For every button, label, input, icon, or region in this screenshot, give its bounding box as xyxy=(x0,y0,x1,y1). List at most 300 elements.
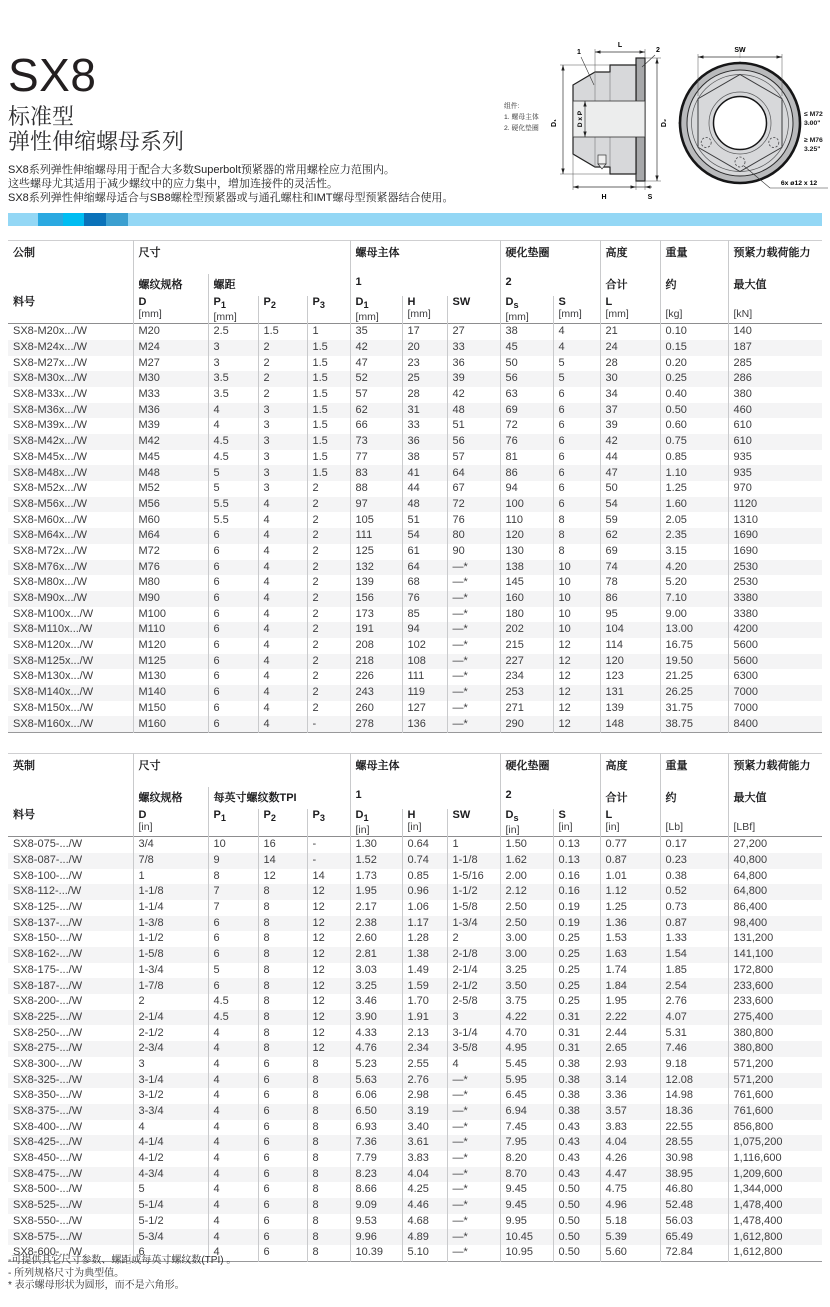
table-cell: 5.23 xyxy=(350,1057,402,1073)
table-cell: —* xyxy=(447,607,500,623)
table-cell: —* xyxy=(447,1151,500,1167)
table-cell: SX8-075-.../W xyxy=(13,838,83,851)
table-cell: SX8-187-.../W xyxy=(13,979,83,992)
group-nut-body: 螺母主体 xyxy=(350,754,500,788)
table-cell: 0.85 xyxy=(660,450,728,466)
table-cell: 45 xyxy=(500,340,553,356)
table-cell: —* xyxy=(447,591,500,607)
table-cell: 13.00 xyxy=(660,622,728,638)
table-cell: SX8-325-.../W xyxy=(13,1073,83,1086)
table-cell: SX8-M72x.../W xyxy=(13,544,87,557)
table-row xyxy=(8,481,822,497)
table-cell: 8 xyxy=(307,1135,350,1151)
table-cell: 3.61 xyxy=(402,1135,447,1151)
table-cell: 35 xyxy=(350,324,402,340)
table-cell: 1310 xyxy=(728,512,822,528)
table-cell: 156 xyxy=(350,591,402,607)
table-cell: 2.5 xyxy=(208,324,258,340)
table-cell: 6 xyxy=(553,418,600,434)
table-cell: 6 xyxy=(258,1135,307,1151)
table-cell: 2 xyxy=(307,654,350,670)
table-cell: 0.23 xyxy=(660,853,728,869)
table-cell: SX8-225-.../W xyxy=(13,1010,83,1023)
table-cell: —* xyxy=(447,1073,500,1089)
table-cell: M24 xyxy=(133,340,208,356)
table-cell: 5.95 xyxy=(500,1073,553,1089)
table-cell: 2 xyxy=(133,994,208,1010)
table-cell: 1,612,800 xyxy=(728,1245,822,1261)
table-cell: 2-1/8 xyxy=(447,947,500,963)
table-cell: 3-1/4 xyxy=(447,1025,500,1041)
table-cell: 6 xyxy=(553,450,600,466)
size-note-small-metric: ≤ M72 xyxy=(804,111,823,118)
table-cell: 62 xyxy=(350,403,402,419)
table-cell: 4.5 xyxy=(208,994,258,1010)
table-cell: SX8-137-.../W xyxy=(13,916,83,929)
table-cell: 86 xyxy=(600,591,660,607)
table-cell: 131,200 xyxy=(728,931,822,947)
table-cell: 6300 xyxy=(728,669,822,685)
table-cell: 1.73 xyxy=(350,869,402,885)
table-cell: 1.74 xyxy=(600,963,660,979)
table-cell: 0.25 xyxy=(553,978,600,994)
table-cell: 172,800 xyxy=(728,963,822,979)
table-cell: 1690 xyxy=(728,528,822,544)
table-cell: 64,800 xyxy=(728,884,822,900)
table-cell: 380 xyxy=(728,387,822,403)
col-P2: $P_2$ xyxy=(258,296,307,324)
table-cell: 8 xyxy=(258,900,307,916)
table-cell: 1 xyxy=(447,837,500,853)
table-cell: 0.25 xyxy=(553,994,600,1010)
table-cell: 0.50 xyxy=(553,1229,600,1245)
table-cell: SX8-400-.../W xyxy=(13,1120,83,1133)
table-row xyxy=(8,324,822,340)
product-description xyxy=(8,163,478,205)
table-cell: 7000 xyxy=(728,685,822,701)
table-cell: 2-1/2 xyxy=(447,978,500,994)
table-cell: 1.38 xyxy=(402,947,447,963)
table-cell: 6 xyxy=(258,1198,307,1214)
table-cell: 4 xyxy=(208,1073,258,1089)
table-cell: 3.25 xyxy=(350,978,402,994)
table-cell: 7 xyxy=(208,884,258,900)
table-subgroup-header-row xyxy=(8,787,822,809)
col-Ds: $D_s$ [mm] xyxy=(500,296,553,324)
footnotes xyxy=(8,1255,236,1293)
table-cell: 1-3/4 xyxy=(447,916,500,932)
table-cell: 3.00 xyxy=(500,947,553,963)
table-cell: 8.66 xyxy=(350,1182,402,1198)
table-cell: SX8-450-.../W xyxy=(13,1152,83,1165)
table-cell: 30 xyxy=(600,371,660,387)
table-cell: 56.03 xyxy=(660,1214,728,1230)
table-cell: SX8-M20x.../W xyxy=(13,325,87,338)
table-cell: 2-1/2 xyxy=(133,1025,208,1041)
table-cell: 4-1/2 xyxy=(133,1151,208,1167)
table-cell: 2 xyxy=(258,371,307,387)
table-cell: 6 xyxy=(208,978,258,994)
table-row xyxy=(8,1057,822,1073)
table-cell: 2.38 xyxy=(350,916,402,932)
table-cell: 69 xyxy=(500,403,553,419)
table-cell: 1.54 xyxy=(660,947,728,963)
table-cell: 37 xyxy=(600,403,660,419)
table-cell: 1-1/8 xyxy=(447,853,500,869)
table-cell: SX8-550-.../W xyxy=(13,1214,83,1227)
table-cell: 139 xyxy=(600,701,660,717)
table-row xyxy=(8,607,822,623)
table-row xyxy=(8,900,822,916)
table-row xyxy=(8,884,822,900)
table-cell: 3 xyxy=(258,403,307,419)
table-cell: 243 xyxy=(350,685,402,701)
table-cell: 86,400 xyxy=(728,900,822,916)
table-cell: 3 xyxy=(447,1010,500,1026)
table-cell: 7.79 xyxy=(350,1151,402,1167)
group-nut-body: 螺母主体 xyxy=(350,241,500,275)
table-cell: 3.25 xyxy=(500,963,553,979)
table-cell: —* xyxy=(447,1214,500,1230)
table-cell: 5 xyxy=(133,1182,208,1198)
table-cell: M48 xyxy=(133,465,208,481)
table-cell: 1-5/8 xyxy=(447,900,500,916)
col-S: S [in] xyxy=(553,809,600,837)
table-cell: 4.5 xyxy=(208,434,258,450)
table-cell: 68 xyxy=(402,575,447,591)
table-cell: 98,400 xyxy=(728,916,822,932)
table-cell: 48 xyxy=(402,497,447,513)
table-cell: 2 xyxy=(307,622,350,638)
table-cell: M33 xyxy=(133,387,208,403)
table-cell: 12 xyxy=(553,638,600,654)
table-cell: SX8-250-.../W xyxy=(13,1026,83,1039)
set-screw xyxy=(598,155,606,164)
table-cell: 0.43 xyxy=(553,1135,600,1151)
table-cell: 46.80 xyxy=(660,1182,728,1198)
table-cell: 56 xyxy=(500,371,553,387)
table-cell: 125 xyxy=(350,544,402,560)
table-cell: 12 xyxy=(307,994,350,1010)
table-cell: SX8-M30x.../W xyxy=(13,372,87,385)
table-cell: 2 xyxy=(307,560,350,576)
table-cell: M90 xyxy=(133,591,208,607)
table-cell: SX8-M110x.../W xyxy=(13,623,93,636)
table-cell: 3.36 xyxy=(600,1088,660,1104)
table-cell: 110 xyxy=(500,512,553,528)
table-cell: 2.44 xyxy=(600,1025,660,1041)
table-cell: 41 xyxy=(402,465,447,481)
table-cell: 1.59 xyxy=(402,978,447,994)
table-cell: 12 xyxy=(307,1025,350,1041)
table-cell: 1.36 xyxy=(600,916,660,932)
hole-note: 6x ø12 x 12 xyxy=(780,180,818,187)
table-cell: 253 xyxy=(500,685,553,701)
table-cell: 3.00 xyxy=(500,931,553,947)
table-cell: 0.50 xyxy=(553,1198,600,1214)
table-cell: 1-3/4 xyxy=(133,963,208,979)
table-cell: 4.07 xyxy=(660,1010,728,1026)
table-cell: 6 xyxy=(208,916,258,932)
table-cell: 2.22 xyxy=(600,1010,660,1026)
table-cell: 4.04 xyxy=(402,1167,447,1183)
table-cell: 1.95 xyxy=(350,884,402,900)
table-cell: 970 xyxy=(728,481,822,497)
table-cell: 2.98 xyxy=(402,1088,447,1104)
table-cell: M20 xyxy=(133,324,208,340)
table-cell: 2.12 xyxy=(500,884,553,900)
table-cell: 1.85 xyxy=(660,963,728,979)
table-cell: 2 xyxy=(307,512,350,528)
table-cell: 6 xyxy=(208,528,258,544)
table-cell: 0.38 xyxy=(660,869,728,885)
component-legend-item: 2. 硬化垫圈 xyxy=(504,125,539,132)
table-cell: 12 xyxy=(553,685,600,701)
table-cell: 12 xyxy=(307,978,350,994)
table-cell: 3.5 xyxy=(208,387,258,403)
dim-label-D1: D₁ xyxy=(551,119,558,127)
table-cell: 0.75 xyxy=(660,434,728,450)
table-group-header-row xyxy=(8,241,822,275)
table-cell: 1-1/4 xyxy=(133,900,208,916)
table-cell: 2 xyxy=(258,387,307,403)
table-row xyxy=(8,371,822,387)
table-cell: 3 xyxy=(258,481,307,497)
table-cell: 4.33 xyxy=(350,1025,402,1041)
table-cell: 5 xyxy=(208,465,258,481)
table-cell: 0.31 xyxy=(553,1025,600,1041)
table-cell: —* xyxy=(447,575,500,591)
table-cell: 4 xyxy=(133,1120,208,1136)
group-preload: 预紧力载荷能力 xyxy=(728,754,822,788)
table-cell: M36 xyxy=(133,403,208,419)
table-cell: 4.20 xyxy=(660,560,728,576)
table-cell: 4.75 xyxy=(600,1182,660,1198)
table-cell: 12 xyxy=(307,931,350,947)
table-row xyxy=(8,387,822,403)
table-cell: 78 xyxy=(600,575,660,591)
table-cell: 3 xyxy=(208,340,258,356)
table-cell: 3 xyxy=(208,356,258,372)
table-cell: 2 xyxy=(307,607,350,623)
component-legend-title: 组件: xyxy=(504,103,520,110)
table-cell: 44 xyxy=(402,481,447,497)
table-cell: 131 xyxy=(600,685,660,701)
table-cell: 0.16 xyxy=(553,884,600,900)
table-cell: 5600 xyxy=(728,638,822,654)
table-row xyxy=(8,931,822,947)
table-cell: 2.00 xyxy=(500,869,553,885)
table-cell: 12.08 xyxy=(660,1073,728,1089)
table-cell: 12 xyxy=(553,716,600,732)
table-cell: 10 xyxy=(553,622,600,638)
table-cell: 2-5/8 xyxy=(447,994,500,1010)
table-cell: 88 xyxy=(350,481,402,497)
table-cell: 5.5 xyxy=(208,497,258,513)
table-cell: 3-1/4 xyxy=(133,1073,208,1089)
table-cell: 2 xyxy=(307,481,350,497)
table-row xyxy=(8,1214,822,1230)
table-cell: 16.75 xyxy=(660,638,728,654)
table-cell: 4.76 xyxy=(350,1041,402,1057)
table-cell: 57 xyxy=(350,387,402,403)
table-cell: 7.36 xyxy=(350,1135,402,1151)
table-cell: 5.60 xyxy=(600,1245,660,1261)
table-cell: 1,478,400 xyxy=(728,1214,822,1230)
table-cell: 4-3/4 xyxy=(133,1167,208,1183)
table-cell: 0.85 xyxy=(402,869,447,885)
washer-number: 2 xyxy=(500,787,600,809)
table-cell: 1,344,000 xyxy=(728,1182,822,1198)
table-cell: 1-5/16 xyxy=(447,869,500,885)
table-cell: 4.5 xyxy=(208,450,258,466)
table-cell: 8 xyxy=(258,931,307,947)
table-cell: 6 xyxy=(208,607,258,623)
table-row xyxy=(8,434,822,450)
table-cell: 234 xyxy=(500,669,553,685)
table-row xyxy=(8,497,822,513)
table-cell: 6 xyxy=(208,701,258,717)
page-subtitle-type: 标准型 xyxy=(8,104,75,129)
pitch-label: 每英寸螺纹数TPI xyxy=(208,787,350,809)
table-cell: M64 xyxy=(133,528,208,544)
table-cell: 4.47 xyxy=(600,1167,660,1183)
table-cell: 1-1/2 xyxy=(447,884,500,900)
table-cell: 2 xyxy=(447,931,500,947)
table-cell: 610 xyxy=(728,418,822,434)
table-cell: 1.25 xyxy=(600,900,660,916)
table-cell: 1.30 xyxy=(350,837,402,853)
col-part-no: 料号 xyxy=(13,809,35,821)
footnote: * 表示螺母形状为圆形，而不是六角形。 xyxy=(8,1280,185,1291)
table-cell: 14 xyxy=(307,869,350,885)
table-cell: 278 xyxy=(350,716,402,732)
table-cell: 1.52 xyxy=(350,853,402,869)
table-cell: 12 xyxy=(307,900,350,916)
table-cell: 114 xyxy=(600,638,660,654)
table-cell: 12 xyxy=(553,701,600,717)
table-cell: 1,612,800 xyxy=(728,1229,822,1245)
table-cell: SX8-100-.../W xyxy=(13,869,83,882)
table-cell: 8.20 xyxy=(500,1151,553,1167)
table-cell: 1.5 xyxy=(307,387,350,403)
col-P3: $P_3$ xyxy=(307,809,350,837)
table-cell: SX8-M76x.../W xyxy=(13,560,87,573)
table-cell: 95 xyxy=(600,607,660,623)
table-cell: 1.53 xyxy=(600,931,660,947)
table-cell: 39 xyxy=(447,371,500,387)
table-cell: 2 xyxy=(307,544,350,560)
col-L: L [mm] xyxy=(600,296,660,324)
table-cell: SX8-112-.../W xyxy=(13,885,82,898)
table-cell: 4 xyxy=(208,1135,258,1151)
table-cell: 4 xyxy=(258,560,307,576)
table-cell: —* xyxy=(447,560,500,576)
table-cell: 5 xyxy=(553,356,600,372)
table-cell: 4 xyxy=(258,607,307,623)
table-cell: 1 xyxy=(133,869,208,885)
table-cell: 10 xyxy=(208,837,258,853)
description-line: SX8系列弹性伸缩螺母用于配合大多数Superbolt预紧器的常用螺栓应力范围内。 xyxy=(8,164,395,176)
table-cell: 141,100 xyxy=(728,947,822,963)
table-cell: 38.95 xyxy=(660,1167,728,1183)
group-dimensions: 尺寸 xyxy=(133,241,350,275)
table-cell: 2.60 xyxy=(350,931,402,947)
table-cell: 5.10 xyxy=(402,1245,447,1261)
table-cell: 76 xyxy=(500,434,553,450)
table-cell: 90 xyxy=(447,544,500,560)
table-cell: 10 xyxy=(553,575,600,591)
table-cell: 0.73 xyxy=(660,900,728,916)
table-cell: SX8-M39x.../W xyxy=(13,419,87,432)
col-P2: $P_2$ xyxy=(258,809,307,837)
table-cell: 12 xyxy=(307,947,350,963)
table-row xyxy=(8,978,822,994)
table-cell: 0.25 xyxy=(553,947,600,963)
table-cell: SX8-087-.../W xyxy=(13,854,83,867)
table-cell: 16 xyxy=(258,837,307,853)
table-cell: —* xyxy=(447,622,500,638)
table-cell: 2.65 xyxy=(600,1041,660,1057)
table-cell: 8 xyxy=(258,994,307,1010)
table-cell: 4 xyxy=(208,403,258,419)
table-cell: 1.50 xyxy=(500,837,553,853)
table-cell: 610 xyxy=(728,434,822,450)
group-washer: 硬化垫圈 xyxy=(500,754,600,788)
table-cell: 12 xyxy=(307,963,350,979)
table-row xyxy=(8,1182,822,1198)
table-cell: 64,800 xyxy=(728,869,822,885)
table-cell: —* xyxy=(447,669,500,685)
table-cell: 72 xyxy=(447,497,500,513)
table-cell: 8 xyxy=(307,1057,350,1073)
table-cell: 3-1/2 xyxy=(133,1088,208,1104)
table-cell: 0.13 xyxy=(553,853,600,869)
table-cell: 0.25 xyxy=(553,931,600,947)
table-cell: 0.38 xyxy=(553,1073,600,1089)
table-cell: 38.75 xyxy=(660,716,728,732)
table-cell: 120 xyxy=(500,528,553,544)
table-cell: 54 xyxy=(402,528,447,544)
table-cell: 9.09 xyxy=(350,1198,402,1214)
table-cell: 8.70 xyxy=(500,1167,553,1183)
table-cell: 4.95 xyxy=(500,1041,553,1057)
table-cell: 1.10 xyxy=(660,465,728,481)
table-cell: 40,800 xyxy=(728,853,822,869)
nut-body-number: 1 xyxy=(350,787,500,809)
table-cell: 3.83 xyxy=(600,1120,660,1136)
table-cell: 8 xyxy=(553,528,600,544)
table-cell: —* xyxy=(447,1167,500,1183)
table-cell: 10.95 xyxy=(500,1245,553,1261)
table-cell: 0.38 xyxy=(553,1057,600,1073)
table-row xyxy=(8,465,822,481)
table-cell: 12 xyxy=(258,869,307,885)
table-cell: 50 xyxy=(600,481,660,497)
table-cell: 7/8 xyxy=(133,853,208,869)
table-cell: 5.63 xyxy=(350,1073,402,1089)
table-cell: 2-3/4 xyxy=(133,1041,208,1057)
table-cell: 14 xyxy=(258,853,307,869)
table-cell: SX8-600-.../W xyxy=(13,1246,83,1259)
table-cell: 8400 xyxy=(728,716,822,732)
table-cell: —* xyxy=(447,701,500,717)
table-cell: 2.76 xyxy=(402,1073,447,1089)
dim-label-DxP: D x P xyxy=(577,110,584,128)
system-label: 英制 xyxy=(13,760,35,772)
table-cell: 22.55 xyxy=(660,1120,728,1136)
washer-number: 2 xyxy=(500,274,600,296)
